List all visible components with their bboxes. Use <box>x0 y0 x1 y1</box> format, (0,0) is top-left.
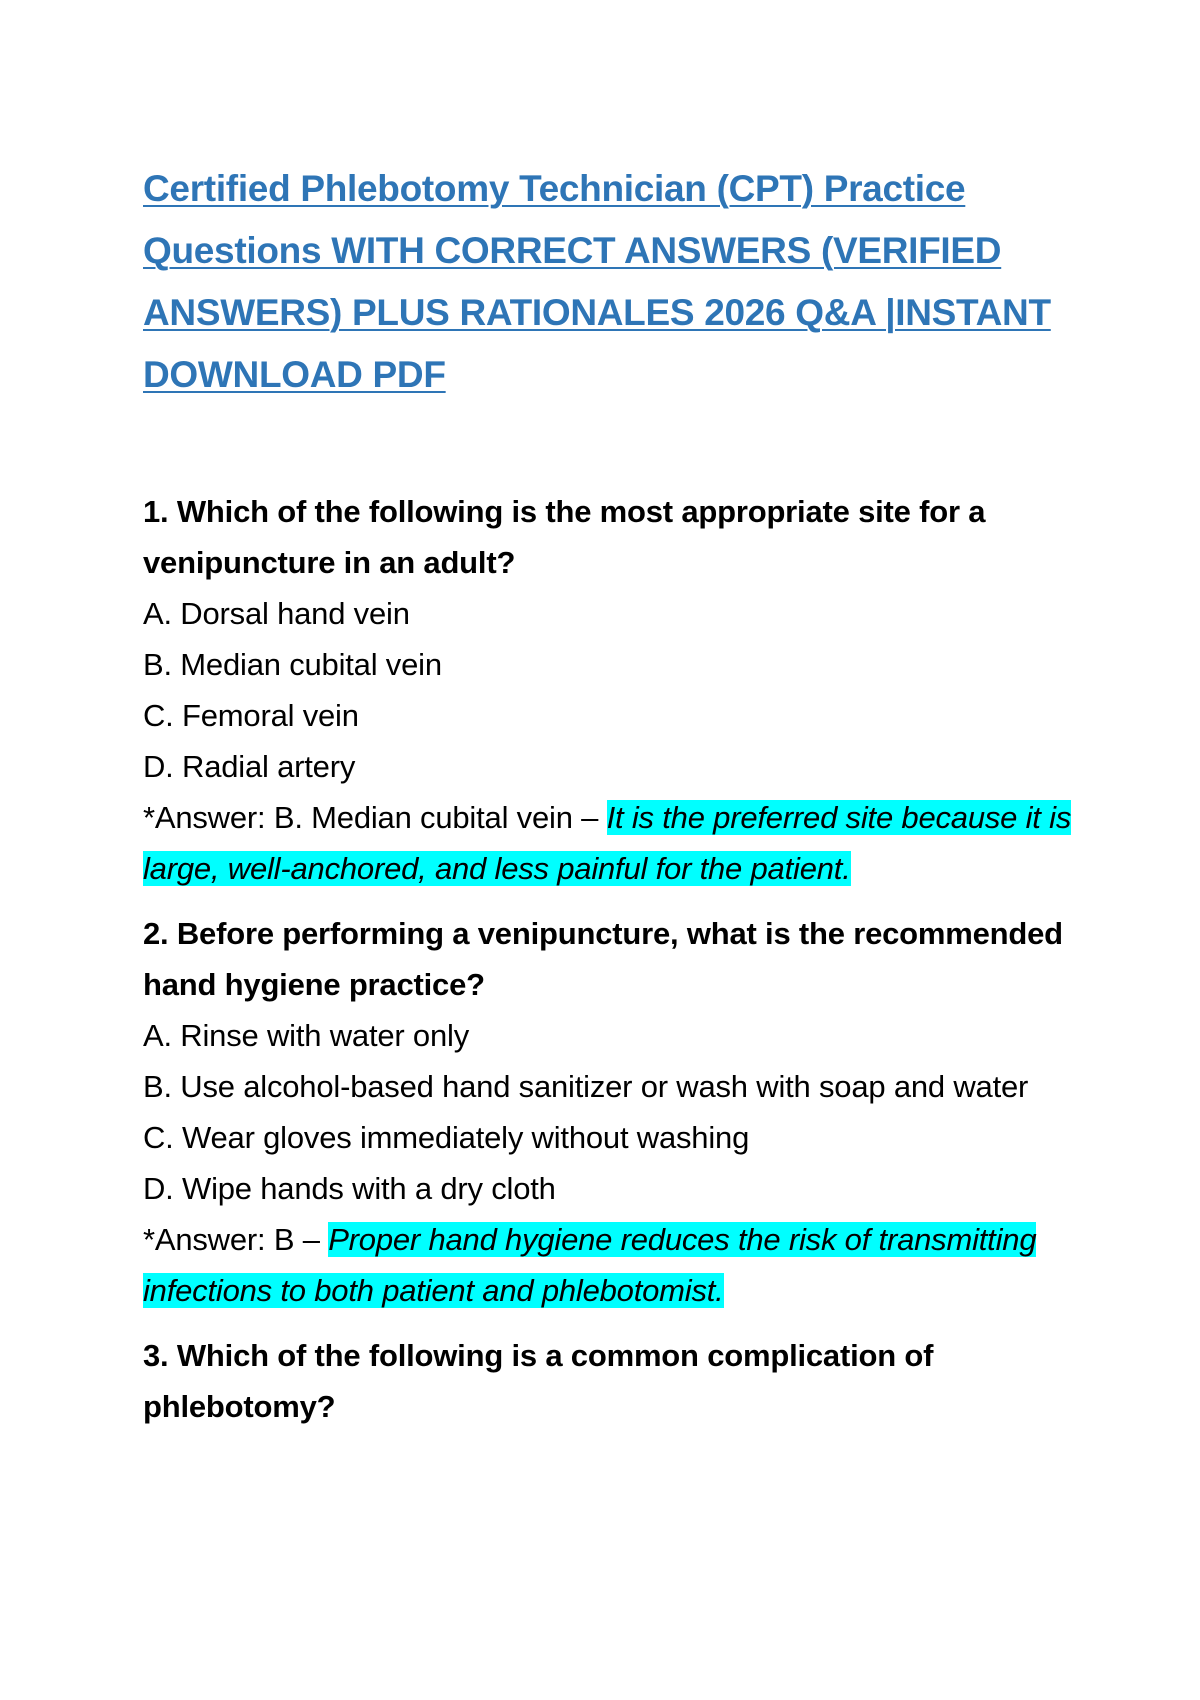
answer-line <box>143 792 1083 894</box>
question-text: 2. Before performing a venipuncture, what is the recommended hand hygiene practice? <box>143 916 1063 1002</box>
option-list <box>143 1010 1083 1214</box>
option-d: D. Wipe hands with a dry cloth <box>143 1171 556 1206</box>
document-title: Certified Phlebotomy Technician (CPT) Practice Questions WITH CORRECT ANSWERS (VERIFIED ANSWERS) PLUS RATIONALES 2026 Q&A |INSTANT DOWNLOAD PDF <box>143 168 1051 395</box>
question-1 <box>143 486 1083 894</box>
option-a: A. Dorsal hand vein <box>143 596 410 631</box>
question-2 <box>143 908 1083 1316</box>
option-b: B. Use alcohol-based hand sanitizer or wash with soap and water <box>143 1069 1029 1104</box>
question-3 <box>143 1330 1083 1432</box>
option-c: C. Femoral vein <box>143 698 359 733</box>
answer-rationale: It is the preferred site because it is large, well-anchored, and less painful for the patient. <box>143 800 1072 886</box>
document-page <box>143 158 1083 1432</box>
answer-prefix: *Answer: B. Median cubital vein – <box>143 800 607 835</box>
answer-line <box>143 1214 1083 1316</box>
option-d: D. Radial artery <box>143 749 356 784</box>
answer-rationale: Proper hand hygiene reduces the risk of transmitting infections to both patient and phlebotomist. <box>143 1222 1037 1308</box>
answer-prefix: *Answer: B – <box>143 1222 329 1257</box>
option-list <box>143 588 1083 792</box>
option-a: A. Rinse with water only <box>143 1018 469 1053</box>
option-c: C. Wear gloves immediately without washing <box>143 1120 750 1155</box>
question-text: 1. Which of the following is the most appropriate site for a venipuncture in an adult? <box>143 494 986 580</box>
option-b: B. Median cubital vein <box>143 647 442 682</box>
question-text: 3. Which of the following is a common complication of phlebotomy? <box>143 1338 934 1424</box>
